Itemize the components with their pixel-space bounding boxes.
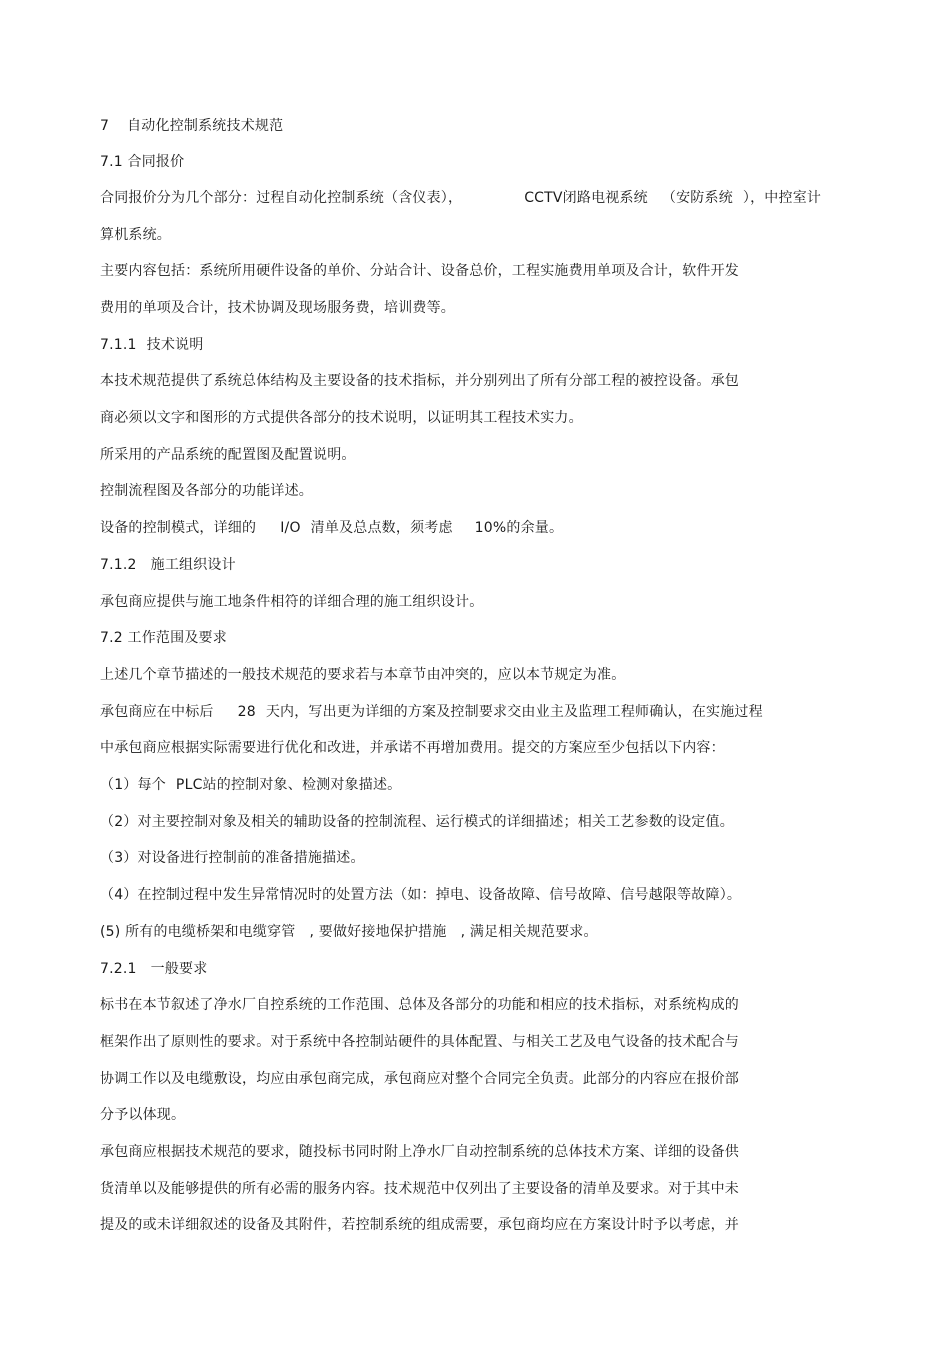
- section-heading-7-2-1: [100, 960, 207, 978]
- text-segment: 的余量。: [506, 520, 564, 536]
- text-segment: （1）每个: [100, 777, 166, 793]
- paragraph-line: 控制流程图及各部分的功能详述。: [100, 483, 313, 499]
- text-segment: 28: [237, 704, 256, 720]
- list-item: （4）在控制过程中发生异常情况时的处置方法（如：掉电、设备故障、信号故障、信号越限等故障）。: [100, 887, 742, 903]
- paragraph-line: 标书在本节叙述了净水厂自控系统的工作范围、总体及各部分的功能和相应的技术指标，对系统构成的: [100, 997, 739, 1013]
- text-segment: 合同报价分为几个部分：过程自动化控制系统（含仪表），: [100, 190, 463, 206]
- text-segment: ），中控室计: [742, 190, 822, 206]
- text-segment: 天内，写出更为详细的方案及控制要求交由业主及监理工程师确认，在实施过程: [265, 704, 763, 720]
- paragraph-line: [100, 519, 563, 537]
- section-heading-7-1: 7.1 合同报价: [100, 154, 185, 170]
- paragraph-line: 商必须以文字和图形的方式提供各部分的技术说明，以证明其工程技术实力。: [100, 410, 583, 426]
- text-segment: (5) 所有的电缆桥架和电缆穿管: [100, 924, 296, 940]
- section-heading-7-1-2: [100, 556, 236, 574]
- heading-number: 7.1.2: [100, 557, 137, 573]
- paragraph-line: 所采用的产品系统的配置图及配置说明。: [100, 447, 356, 463]
- text-segment: , 要做好接地保护措施: [309, 924, 447, 940]
- heading-title: 技术说明: [146, 337, 204, 353]
- heading-title: 一般要求: [150, 961, 208, 977]
- paragraph-line: 主要内容包括：系统所用硬件设备的单价、分站合计、设备总价，工程实施费用单项及合计，软件开发: [100, 263, 739, 279]
- text-segment: 清单及总点数，须考虑: [310, 520, 453, 536]
- heading-number: 7.2.1: [100, 961, 137, 977]
- section-heading-7-2: 7.2 工作范围及要求: [100, 630, 227, 646]
- heading-number: 7.1.1: [100, 337, 137, 353]
- text-segment: 10%: [474, 520, 507, 536]
- section-heading-7-1-1: [100, 336, 203, 354]
- list-item: [100, 923, 598, 941]
- paragraph-line: [100, 189, 821, 207]
- paragraph-line: 承包商应根据技术规范的要求，随投标书同时附上净水厂自动控制系统的总体技术方案、详细的设备供: [100, 1144, 739, 1160]
- paragraph-line: 承包商应提供与施工地条件相符的详细合理的施工组织设计。: [100, 594, 484, 610]
- heading-number: 7: [100, 118, 110, 134]
- paragraph-line: 本技术规范提供了系统总体结构及主要设备的技术指标，并分别列出了所有分部工程的被控设备。承包: [100, 373, 739, 389]
- text-segment: 承包商应在中标后: [100, 704, 214, 720]
- paragraph-line: 算机系统。: [100, 227, 171, 243]
- paragraph-line: [100, 703, 763, 721]
- paragraph-line: 框架作出了原则性的要求。对于系统中各控制站硬件的具体配置、与相关工艺及电气设备的技术配合与: [100, 1034, 739, 1050]
- paragraph-line: 上述几个章节描述的一般技术规范的要求若与本章节由冲突的，应以本节规定为准。: [100, 667, 626, 683]
- heading-title: 施工组织设计: [150, 557, 236, 573]
- paragraph-line: 费用的单项及合计，技术协调及现场服务费，培训费等。: [100, 300, 455, 316]
- paragraph-line: 分予以体现。: [100, 1107, 186, 1123]
- paragraph-line: 协调工作以及电缆敷设，均应由承包商完成，承包商应对整个合同完全负责。此部分的内容应在报价部: [100, 1071, 739, 1087]
- text-segment: （安防系统: [661, 190, 733, 206]
- text-segment: I/O: [280, 520, 301, 536]
- text-segment: , 满足相关规范要求。: [460, 924, 598, 940]
- heading-title: 自动化控制系统技术规范: [127, 118, 284, 134]
- paragraph-line: 提及的或未详细叙述的设备及其附件，若控制系统的组成需要，承包商均应在方案设计时予以考虑，并: [100, 1217, 739, 1233]
- list-item: [100, 776, 401, 794]
- list-item: （3）对设备进行控制前的准备措施描述。: [100, 850, 365, 866]
- text-segment: PLC站的控制对象、检测对象描述。: [175, 777, 402, 793]
- paragraph-line: 货清单以及能够提供的所有必需的服务内容。技术规范中仅列出了主要设备的清单及要求。对于其中未: [100, 1181, 739, 1197]
- text-segment: CCTV闭路电视系统: [524, 190, 648, 206]
- section-heading-7: [100, 117, 283, 135]
- paragraph-line: 中承包商应根据实际需要进行优化和改进，并承诺不再增加费用。提交的方案应至少包括以下内容：: [100, 740, 725, 756]
- text-segment: 设备的控制模式，详细的: [100, 520, 257, 536]
- list-item: （2）对主要控制对象及相关的辅助设备的控制流程、运行模式的详细描述；相关工艺参数的设定值。: [100, 814, 734, 830]
